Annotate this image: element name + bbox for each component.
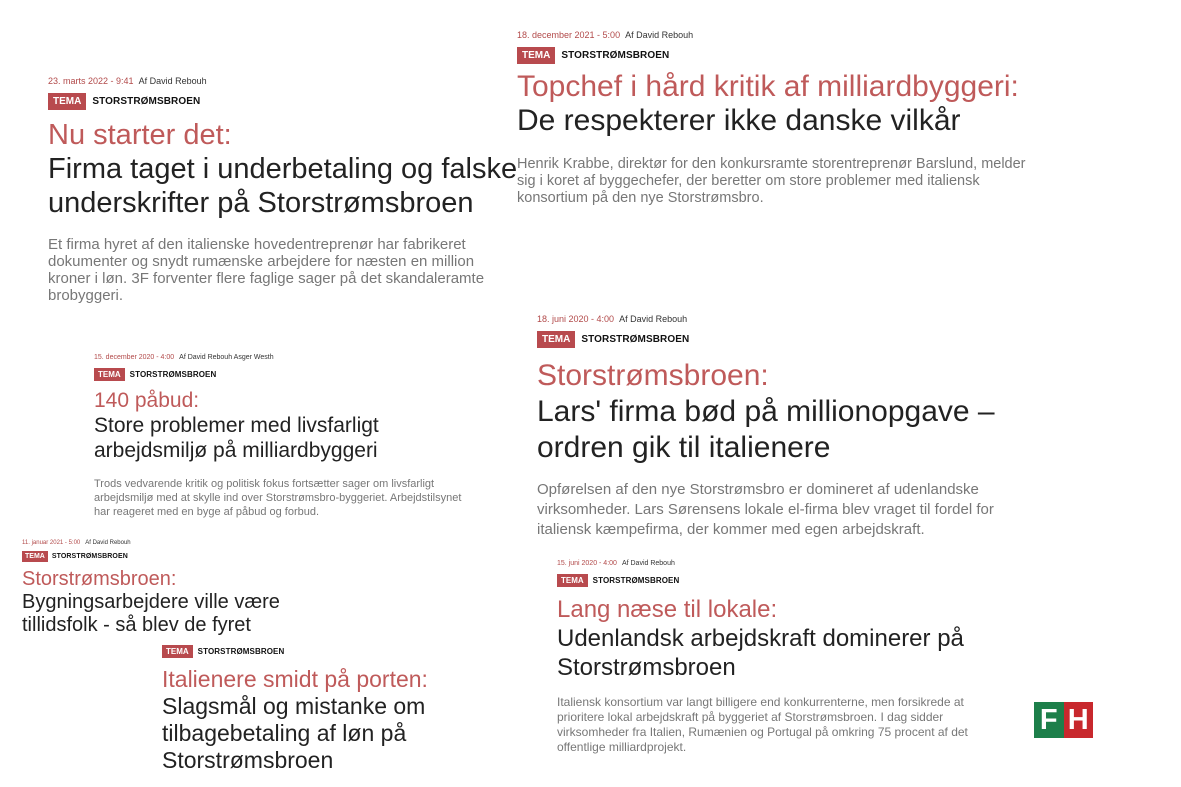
tema-badge[interactable]: TEMA <box>162 645 193 658</box>
article-tags <box>94 368 474 381</box>
article-title[interactable] <box>537 358 1047 466</box>
article-date: 18. juni 2020 - 4:00 <box>537 314 615 324</box>
article-tags <box>162 645 492 658</box>
article-meta <box>94 354 474 361</box>
article-summary: Henrik Krabbe, direktør for den konkursramte storentreprenør Barslund, melder sig i koret af byggechefer, der beretter om store problemer med italiensk konsortium på den nye Storstrømsbro. <box>517 156 1026 206</box>
article-tags <box>48 93 518 110</box>
article-card-140-paabud[interactable] <box>94 354 474 519</box>
article-title[interactable] <box>162 666 492 774</box>
article-kicker[interactable]: Storstrømsbroen: <box>22 568 177 590</box>
article-headline[interactable]: Store problemer med livsfarligt arbejdsmiljø på milliardbyggeri <box>94 414 379 462</box>
article-tags <box>22 551 327 562</box>
article-title[interactable] <box>22 568 327 637</box>
tema-badge[interactable]: TEMA <box>48 93 86 110</box>
topic-label[interactable]: STORSTRØMSBROEN <box>581 334 690 345</box>
article-headline[interactable]: Firma taget i underbetaling og falske underskrifter på Storstrømsbroen <box>48 153 518 219</box>
article-summary: Italiensk konsortium var langt billigere end konkurrenterne, men forsikrede at prioritere lokal arbejdskraft på byggeriet af Storstrømsbroen. I dag sidder virksomheder fra Italien, Rumænien og Portugal på omkring 75 procent af det offentlige milliardprojekt. <box>557 695 968 754</box>
article-title[interactable] <box>557 595 987 682</box>
article-author: Af David Rebouh <box>625 30 694 40</box>
article-headline[interactable]: Lars' firma bød på millionopgave – ordren gik til italienere <box>537 395 995 464</box>
article-kicker[interactable]: Storstrømsbroen: <box>537 359 769 392</box>
article-kicker[interactable]: Nu starter det: <box>48 119 232 151</box>
topic-label[interactable]: STORSTRØMSBROEN <box>129 370 217 379</box>
topic-label[interactable]: STORSTRØMSBROEN <box>592 576 680 585</box>
article-card-lars-firma[interactable] <box>537 314 1047 540</box>
article-author: Af David Rebouh <box>85 540 131 546</box>
article-date: 23. marts 2022 - 9:41 <box>48 76 134 86</box>
article-card-topchef[interactable] <box>517 30 1037 207</box>
article-headline[interactable]: Bygningsarbejdere ville være tillidsfolk - så blev de fyret <box>22 591 280 636</box>
article-tags <box>537 331 1047 348</box>
article-date: 11. januar 2021 - 5:00 <box>22 540 81 546</box>
article-card-tillidsfolk[interactable] <box>22 540 333 643</box>
tema-badge[interactable]: TEMA <box>22 551 48 562</box>
tema-badge[interactable]: TEMA <box>537 331 575 348</box>
article-meta <box>48 76 518 86</box>
article-date: 18. december 2021 - 5:00 <box>517 30 621 40</box>
article-summary: Opførelsen af den nye Storstrømsbro er domineret af udenlandske virksomheder. Lars Sørensens lokale el-firma blev vraget til fordel for italiensk kæmpefirma, der kommer med egen arbejdskraft. <box>537 481 994 538</box>
article-meta <box>537 314 1047 324</box>
topic-label[interactable]: STORSTRØMSBROEN <box>51 553 128 560</box>
article-summary: Et firma hyret af den italienske hovedentreprenør har fabrikeret dokumenter og snydt rumænske arbejdere for næsten en million kroner i løn. 3F forventer flere faglige sager på det skandaleramte brobyggeri. <box>48 236 485 304</box>
topic-label[interactable]: STORSTRØMSBROEN <box>92 96 201 107</box>
logo-letter-f: F <box>1034 702 1064 738</box>
article-headline[interactable]: Udenlandsk arbejdskraft dominerer på Storstrømsbroen <box>557 625 964 681</box>
tema-badge[interactable]: TEMA <box>557 574 588 587</box>
article-kicker[interactable]: Topchef i hård kritik af milliardbyggeri: <box>517 70 1019 103</box>
article-summary: Trods vedvarende kritik og politisk fokus fortsætter sager om livsfarligt arbejdsmiljø med at skylle ind over Storstrømsbro-byggeriet. Arbejdstilsynet har reageret med en byge af påbud og forbud. <box>94 478 462 518</box>
article-card-underbetaling[interactable] <box>48 76 518 304</box>
logo-letter-h: H <box>1064 702 1094 738</box>
article-kicker[interactable]: 140 påbud: <box>94 389 200 412</box>
article-kicker[interactable]: Lang næse til lokale: <box>557 596 778 623</box>
article-author: Af David Rebouh Asger Westh <box>179 354 274 361</box>
article-tags <box>517 47 1037 64</box>
tema-badge[interactable]: TEMA <box>517 47 555 64</box>
article-date: 15. december 2020 - 4:00 <box>94 354 175 361</box>
fh-logo <box>1034 702 1093 738</box>
article-author: Af David Rebouh <box>619 314 688 324</box>
article-author: Af David Rebouh <box>621 560 675 567</box>
article-title[interactable] <box>48 118 518 220</box>
tema-badge[interactable]: TEMA <box>94 368 125 381</box>
article-headline[interactable]: Slagsmål og mistanke om tilbagebetaling af løn på Storstrømsbroen <box>162 693 426 773</box>
article-date: 15. juni 2020 - 4:00 <box>557 560 617 567</box>
article-card-italienere[interactable] <box>162 645 492 774</box>
article-meta <box>22 540 327 546</box>
article-kicker[interactable]: Italienere smidt på porten: <box>162 666 428 692</box>
article-meta <box>517 30 1037 40</box>
topic-label[interactable]: STORSTRØMSBROEN <box>561 50 670 61</box>
article-tags <box>557 574 987 587</box>
article-card-lang-naese[interactable] <box>557 560 987 755</box>
article-title[interactable] <box>517 70 1037 138</box>
article-author: Af David Rebouh <box>138 76 207 86</box>
article-title[interactable] <box>94 388 474 463</box>
article-meta <box>557 560 987 567</box>
article-headline[interactable]: De respekterer ikke danske vilkår <box>517 104 961 137</box>
topic-label[interactable]: STORSTRØMSBROEN <box>197 647 285 656</box>
